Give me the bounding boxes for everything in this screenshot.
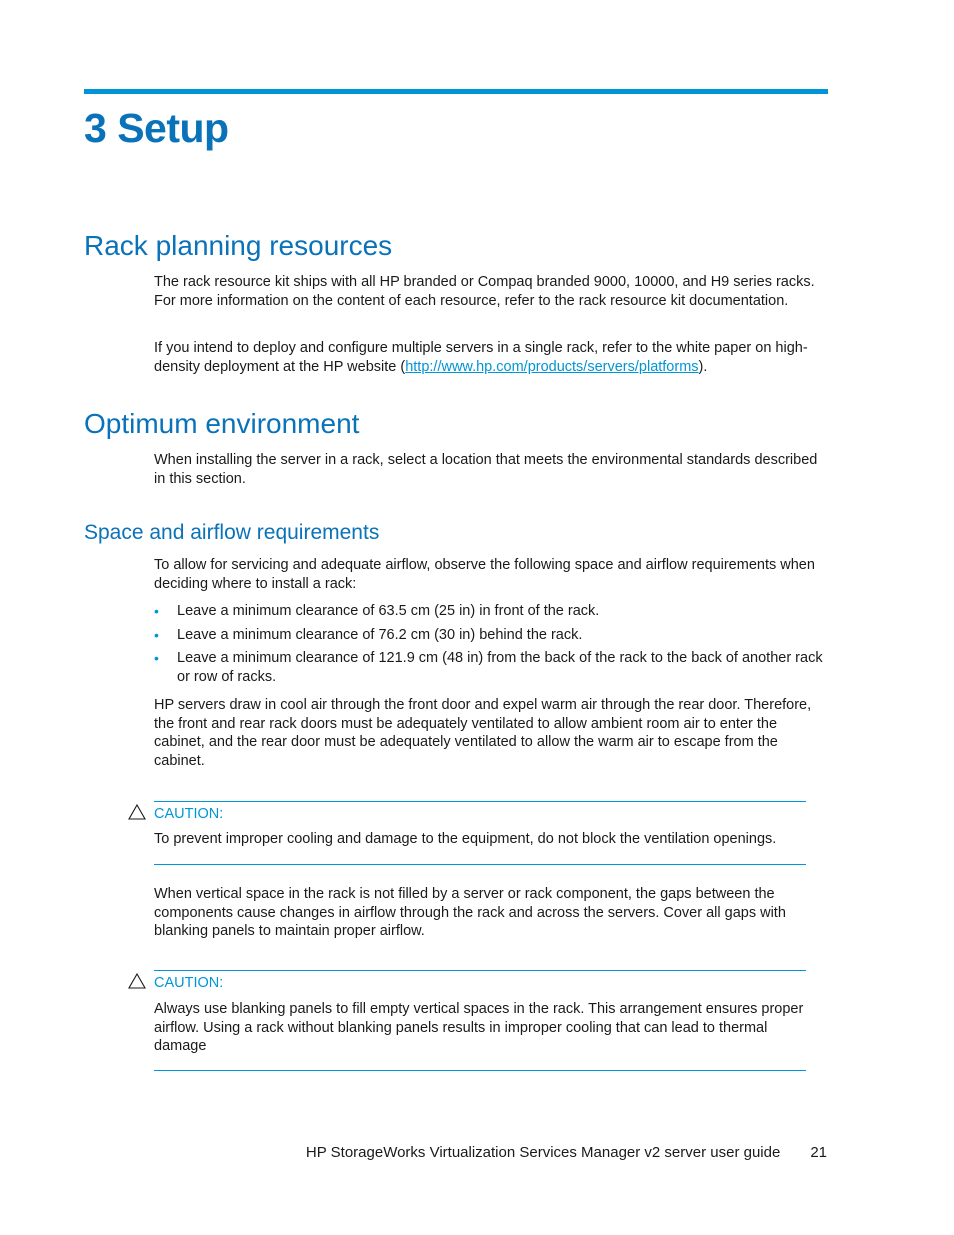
rack-planning-p2-text-before: If you intend to deploy and configure multiple servers in a single rack, refer to the white paper on high-density deployment at the HP website ( <box>154 340 808 375</box>
clearance-list <box>154 602 830 692</box>
caution-top-rule <box>154 970 806 971</box>
chapter-title: 3 Setup <box>84 105 229 151</box>
footer-guide-title: HP StorageWorks Virtualization Services Manager v2 server user guide <box>305 1144 781 1161</box>
airflow-paragraph: HP servers draw in cool air through the front door and expel warm air through the rear door. Therefore, the front and rear rack doors must be adequately ventilated to allow ambient room air to enter the cabinet, and the rear door must be adequately ventilated to allow the warm air to escape from the cabinet. <box>154 697 812 770</box>
caution-text: Always use blanking panels to fill empty vertical spaces in the rack. This arrangement ensures proper airflow. Using a rack without blanking panels results in improper cooling that can lead to thermal damage <box>154 1001 804 1055</box>
caution-top-rule <box>154 801 806 802</box>
caution-label: CAUTION: <box>154 975 224 991</box>
subsection-heading-space-airflow: Space and airflow requirements <box>84 521 380 544</box>
caution-label: CAUTION: <box>154 806 224 822</box>
rack-planning-paragraph-1: The rack resource kit ships with all HP branded or Compaq branded 9000, 10000, and H9 series racks. For more information on the content of each resource, refer to the rack resource kit documentation. <box>154 274 815 309</box>
caution-triangle-icon <box>128 973 146 989</box>
optimum-environment-paragraph: When installing the server in a rack, select a location that meets the environmental standards described in this section. <box>154 452 818 487</box>
caution-bottom-rule <box>154 1070 806 1071</box>
section-heading-optimum-environment: Optimum environment <box>84 408 360 439</box>
rack-planning-p2-text-after: ). <box>698 358 708 375</box>
vertical-space-paragraph: When vertical space in the rack is not filled by a server or rack component, the gaps between the components cause changes in airflow through the rack and across the servers. Cover all gaps with blanking panels to maintain proper airflow. <box>154 886 786 940</box>
chapter-top-rule <box>84 89 828 94</box>
rack-planning-paragraph-2 <box>154 339 830 376</box>
page-number: 21 <box>810 1144 827 1161</box>
list-item-text: Leave a minimum clearance of 76.2 cm (30 in) behind the rack. <box>177 626 583 643</box>
space-airflow-intro: To allow for servicing and adequate airflow, observe the following space and airflow requirements when deciding where to install a rack: <box>154 557 815 592</box>
list-item-text: Leave a minimum clearance of 63.5 cm (25 in) in front of the rack. <box>177 603 600 619</box>
caution-triangle-icon <box>128 804 146 820</box>
caution-box-ventilation <box>128 801 806 867</box>
caution-box-blanking-panels <box>128 970 806 1074</box>
list-item <box>154 649 830 686</box>
caution-text: To prevent improper cooling and damage to the equipment, do not block the ventilation openings. <box>154 831 777 847</box>
section-heading-rack-planning: Rack planning resources <box>84 230 393 261</box>
page-footer <box>306 1143 827 1163</box>
bullet-icon: • <box>154 626 159 643</box>
caution-bottom-rule <box>154 864 806 865</box>
list-item <box>154 626 830 645</box>
list-item <box>154 602 830 621</box>
list-item-text: Leave a minimum clearance of 121.9 cm (48 in) from the back of the rack to the back of another rack or row of racks. <box>177 650 823 686</box>
bullet-icon: • <box>154 603 159 619</box>
bullet-icon: • <box>154 650 159 667</box>
hp-platforms-link[interactable]: http://www.hp.com/products/servers/platforms <box>405 358 699 375</box>
